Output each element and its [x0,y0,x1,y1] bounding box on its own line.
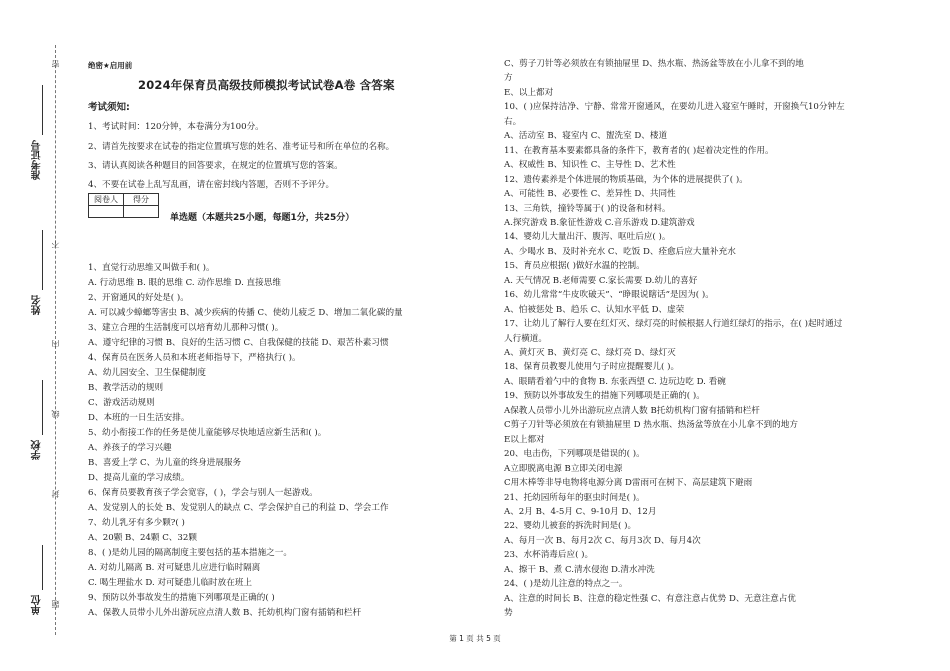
seal-word-top: 密 [51,60,60,68]
question-line: 9、预防以外事故发生的措施下列哪项是正确的( ) [88,593,275,603]
question-line: B、喜爱上学 C、为儿童的终身进展服务 [88,458,242,468]
question-line: A、权威性 B、知识性 C、主导性 D、艺术性 [504,160,676,171]
question-line: C用木棒等非导电物将电源分离 D雷雨可在树下、高层建筑下避雨 [504,478,753,489]
question-line: 5、幼小衔接工作的任务是使儿童能够尽快地适应新生活和( )。 [88,428,327,438]
question-line: A. 天气情况 B.老师需要 C.家长需要 D.幼儿的喜好 [504,275,698,286]
score-blank [124,206,159,218]
question-line: 方 [504,73,513,84]
question-line: A、20颗 B、24颗 C、32颗 [88,533,197,543]
score-cell: 得分 [124,194,159,206]
question-line: C、剪子刀针等必须放在有锁抽屉里 D、热水瓶、热汤盆等放在小儿拿不到的地 [504,59,804,69]
question-line: 人行横道。 [504,333,547,344]
question-line: 右。 [504,116,522,127]
question-line: A、养孩子的学习兴趣 [88,443,172,453]
notice-heading: 考试须知: [88,102,130,113]
notice-item: 4、不要在试卷上乱写乱画，请在密封线内答题，否则不予评分。 [88,180,335,190]
question-line: C. 喝生理盐水 D. 对可疑患儿临时放在班上 [88,578,253,588]
question-line: A、活动室 B、寝室内 C、盥洗室 D、楼道 [504,131,668,142]
question-line: 22、婴幼儿被套的拆洗时间是( )。 [504,521,637,532]
question-line: D、本班的一日生活安排。 [88,413,190,423]
question-line: 24、( )是幼儿注意的特点之一。 [504,579,628,590]
grader-table [88,193,159,218]
question-line: A、眼睛看着勺中的食物 B. 东张西望 C. 边玩边吃 D. 看碗 [504,376,726,387]
question-line: B、教学活动的规则 [88,383,164,393]
question-line: 势 [504,608,513,619]
question-line: 2、开窗通风的好处是( )。 [88,293,189,303]
question-line: 3、建立合理的生活制度可以培育幼儿那种习惯( )。 [88,323,284,333]
name-underline [42,230,43,290]
question-line: E以上都对 [504,434,545,445]
question-line: 23、水杯消毒后应( )。 [504,550,594,561]
question-line: 6、保育员要教育孩子学会宽容，( )，学会与别人一起游戏。 [88,488,318,498]
question-line: 19、预防以外事故发生的措施下列哪项是正确的( )。 [504,391,705,402]
question-line: A、每月一次 B、每月2次 C、每月3次 D、每月4次 [504,535,701,546]
question-line: A、保教人员带小儿外出游玩应点清人数 B、托幼机构门窗有插销和栏杆 [88,608,362,618]
question-line: 8、( )是幼儿园的隔离制度主要包括的基本措施之一。 [88,548,292,558]
question-line: A、注意的时间长 B、注意的稳定性强 C、有意注意占优势 D、无意注意占优 [504,593,796,604]
question-line: 15、育员应根据( )做好水温的控制。 [504,261,645,272]
question-line: 10、( )应保持洁净、宁静、常常开窗通风，在要幼儿进入寝室午睡时，开窗换气10分钟左 [504,102,845,113]
question-line: A、擦干 B、煮 C.清水侵泡 D.清水冲洗 [504,564,655,575]
unit-underline [42,545,43,590]
school-label: 学校 [32,440,43,460]
question-line: A、少喝水 B、及时补充水 C、吃饭 D、痊愈后应大量补充水 [504,246,736,257]
seal-word-line: 线 [51,410,60,418]
notice-item: 1、考试时间：120分钟，本卷满分为100分。 [88,122,264,132]
exam-no-underline [42,85,43,135]
unit-label: 单位 [32,595,43,615]
reviewer-cell: 阅卷人 [89,194,124,206]
question-line: 21、托幼园所每年的驱虫时间是( )。 [504,492,645,503]
question-line: A、黄灯灭 B、黄灯亮 C、绿灯亮 D、绿灯灭 [504,348,676,358]
question-line: 18、保育员教婴儿使用勺子时应提醒婴儿( )。 [504,362,680,373]
question-line: 14、婴幼儿大量出汗、腹泻、呕吐后应( )。 [504,232,671,243]
question-line: E、以上都对 [504,87,554,98]
question-line: A. 对幼儿隔离 B. 对可疑患儿应进行临时隔离 [88,563,261,573]
question-line: D、提高儿童的学习成绩。 [88,473,190,483]
question-line: 12、遗传素养是个体进展的物质基础，为个体的进展提供了( )。 [504,174,748,185]
seal-word-answer: 题 [51,600,60,608]
exam-no-label: 准考证号 [32,140,43,180]
question-line: C、游戏活动规则 [88,398,155,408]
question-line: C剪子刀针等必须放在有锁抽屉里 D 热水瓶、热汤盆等放在小儿拿不到的地方 [504,420,798,431]
seal-word-seal: 封 [51,490,60,498]
question-line: A. 行动思维 B. 眼的思维 C. 动作思维 D. 直接思维 [88,278,281,288]
question-line: 7、幼儿乳牙有多少颗?( ) [88,518,185,528]
binding-margin [0,0,80,671]
question-line: A、遵守纪律的习惯 B、良好的生活习惯 C、自我保健的技能 D、艰苦朴素习惯 [88,338,389,348]
notice-item: 2、请首先按要求在试卷的指定位置填写您的姓名、准考证号和所在单位的名称。 [88,142,395,152]
name-label: 姓名 [32,295,43,315]
question-line: 11、在教育基本要素都具备的条件下，教育者的( )起着决定性的作用。 [504,145,774,156]
section-title: 单选题（本题共25小题，每题1分，共25分） [170,213,355,223]
question-line: 16、幼儿常常“牛皮吹破天”、“睁眼说瞎话”是因为( )。 [504,290,714,301]
seal-word-within: 内 [51,340,60,348]
reviewer-blank [89,206,124,218]
secret-mark: 绝密★启用前 [88,61,133,70]
page-footer: 第 1 页 共 5 页 [449,634,501,643]
school-underline [42,380,43,435]
page-title: 2024年保育员高级技师模拟考试试卷A卷 含答案 [138,78,395,92]
question-line: A.探究游戏 B.象征性游戏 C.音乐游戏 D.建筑游戏 [504,217,695,228]
question-line: A、发觉别人的长处 B、发觉别人的缺点 C、学会保护自己的利益 D、学会工作 [88,503,389,513]
question-line: A、幼儿园安全、卫生保健制度 [88,368,206,378]
question-line: A、怕被惩处 B、趋乐 C、认知水平低 D、虚荣 [504,304,685,315]
question-line: A、2月 B、4-5月 C、9-10月 D、12月 [504,506,657,517]
notice-item: 3、请认真阅读各种题目的回答要求，在规定的位置填写您的答案。 [88,161,343,171]
question-line: 20、电击伤，下列哪项是错误的( )。 [504,449,645,460]
question-line: A保教人员带小儿外出游玩应点清人数 B托幼机构门窗有插销和栏杆 [504,405,760,416]
question-line: A立即脱离电源 B立即关闭电源 [504,463,623,474]
question-line: 1、直觉行动思维又叫做手和( )。 [88,263,215,273]
question-line: 17、让幼儿了解行人要在红灯灭、绿灯亮的时候根据人行道红绿灯的指示，在( )起时通过 [504,319,843,330]
question-line: 13、三角铁，撞铃等属于( )的设备和材料。 [504,203,671,214]
seal-word-no: 不 [51,240,60,248]
question-line: 4、保育员在医务人员和本班老师指导下，严格执行( )。 [88,353,301,363]
question-line: A. 可以减少蟑螂等害虫 B、减少疾病的传播 C、使幼儿疲乏 D、增加二氧化碳的量 [88,308,403,318]
question-line: A、可能性 B、必要性 C、差异性 D、共同性 [504,189,676,200]
